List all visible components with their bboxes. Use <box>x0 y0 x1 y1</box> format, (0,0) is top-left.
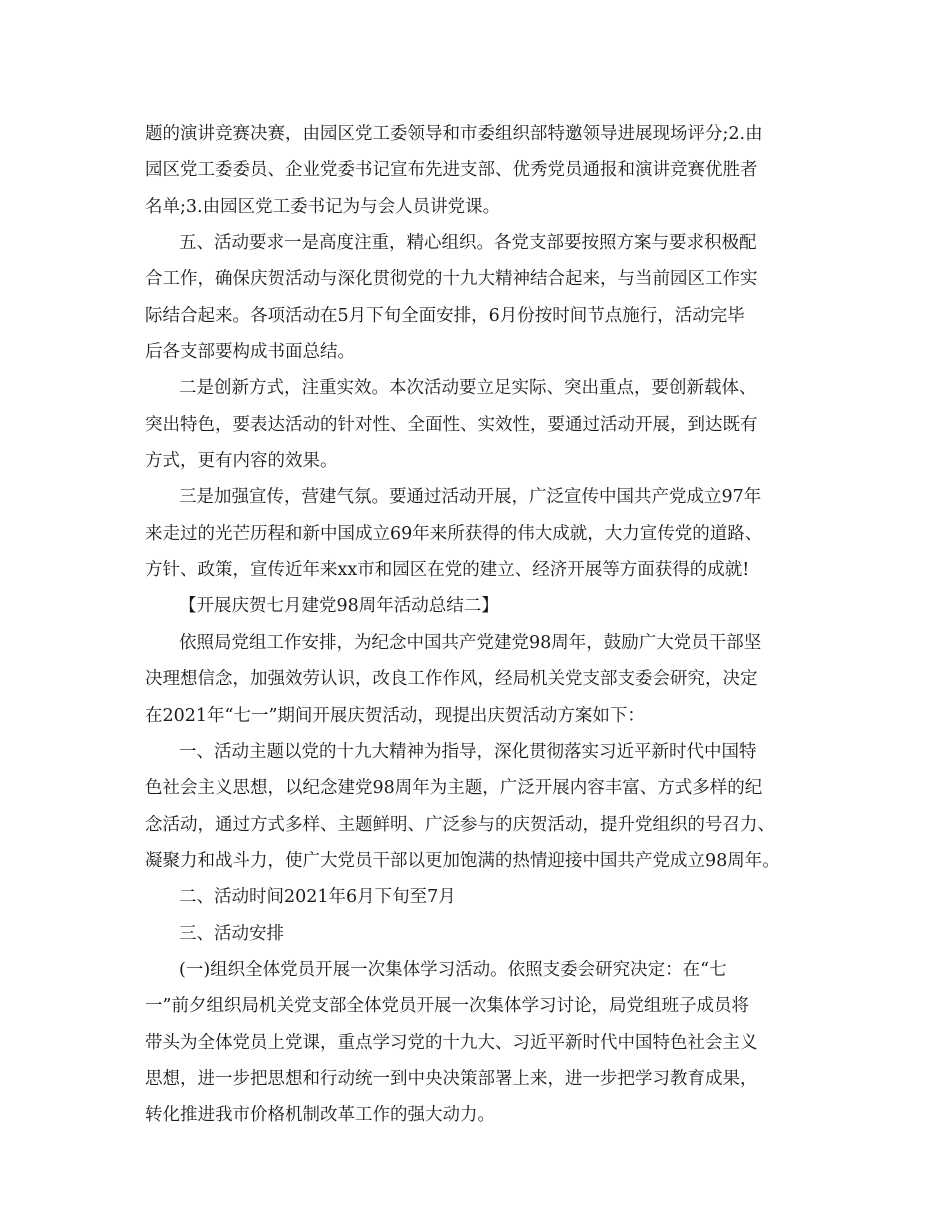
paragraph-first-line: (一)组织全体党员开展一次集体学习活动。依照支委会研究决定：在“七 <box>179 959 727 980</box>
document-body <box>145 116 815 1134</box>
paragraph-first-line: 三、活动安排 <box>179 923 284 944</box>
paragraph-line: 在2021年“七一”期间开展庆贺活动，现提出庆贺活动方案如下： <box>145 705 645 726</box>
paragraph-line: 念活动，通过方式多样、主题鲜明、广泛参与的庆贺活动，提升党组织的号召力、 <box>145 814 775 835</box>
paragraph-line: 来走过的光芒历程和新中国成立69年来所获得的伟大成就，大力宣传党的道路、 <box>145 523 763 544</box>
paragraph-first-line: 一、活动主题以党的十九大精神为指导，深化贯彻落实习近平新时代中国特 <box>179 741 757 762</box>
paragraph-line: 际结合起来。各项活动在5月下旬全面安排，6月份按时间节点施行，活动完毕 <box>145 305 745 326</box>
paragraph-first-line: 二是创新方式，注重实效。本次活动要立足实际、突出重点，要创新载体、 <box>179 378 757 399</box>
paragraph-line: 名单;3.由园区党工委书记为与会人员讲党课。 <box>145 196 501 217</box>
paragraph-first-line: 依照局党组工作安排，为纪念中国共产党建党98周年，鼓励广大党员干部坚 <box>179 632 762 653</box>
paragraph-line: 决理想信念，加强效劳认识，改良工作作风，经局机关党支部支委会研究，决定 <box>145 669 758 690</box>
paragraph-first-line: 二、活动时间2021年6月下旬至7月 <box>179 887 456 908</box>
paragraph-line: 思想，进一步把思想和行动统一到中央决策部署上来，进一步把学习教育成果， <box>145 1068 758 1089</box>
paragraph-first-line: 【开展庆贺七月建党98周年活动总结二】 <box>179 596 499 617</box>
paragraph-line: 方式，更有内容的效果。 <box>145 451 338 472</box>
paragraph-line: 合工作，确保庆贺活动与深化贯彻党的十九大精神结合起来，与当前园区工作实 <box>145 269 758 290</box>
paragraph-line: 转化推进我市价格机制改革工作的强大动力。 <box>145 1105 495 1126</box>
paragraph-line: 凝聚力和战斗力，使广大党员干部以更加饱满的热情迎接中国共产党成立98周年。 <box>145 850 780 871</box>
paragraph-first-line: 三是加强宣传，营建气氛。要通过活动开展，广泛宣传中国共产党成立97年 <box>179 487 762 508</box>
paragraph-line: 突出特色，要表达活动的针对性、全面性、实效性，要通过活动开展，到达既有 <box>145 414 758 435</box>
paragraph-line: 色社会主义思想，以纪念建党98周年为主题，广泛开展内容丰富、方式多样的纪 <box>145 778 763 799</box>
paragraph-line: 题的演讲竞赛决赛，由园区党工委领导和市委组织部特邀领导进展现场评分;2.由 <box>145 124 763 144</box>
paragraph-line: 方针、政策，宣传近年来xx市和园区在党的建立、经济开展等方面获得的成就! <box>145 560 750 581</box>
paragraph-line: 园区党工委委员、企业党委书记宣布先进支部、优秀党员通报和演讲竞赛优胜者 <box>145 160 758 181</box>
paragraph-line: 一”前夕组织局机关党支部全体党员开展一次集体学习讨论，局党组班子成员将 <box>145 996 749 1017</box>
paragraph-line: 带头为全体党员上党课，重点学习党的十九大、习近平新时代中国特色社会主义 <box>145 1032 758 1053</box>
paragraph-first-line: 五、活动要求一是高度注重，精心组织。各党支部要按照方案与要求积极配 <box>179 233 757 254</box>
paragraph-line: 后各支部要构成书面总结。 <box>145 342 355 363</box>
